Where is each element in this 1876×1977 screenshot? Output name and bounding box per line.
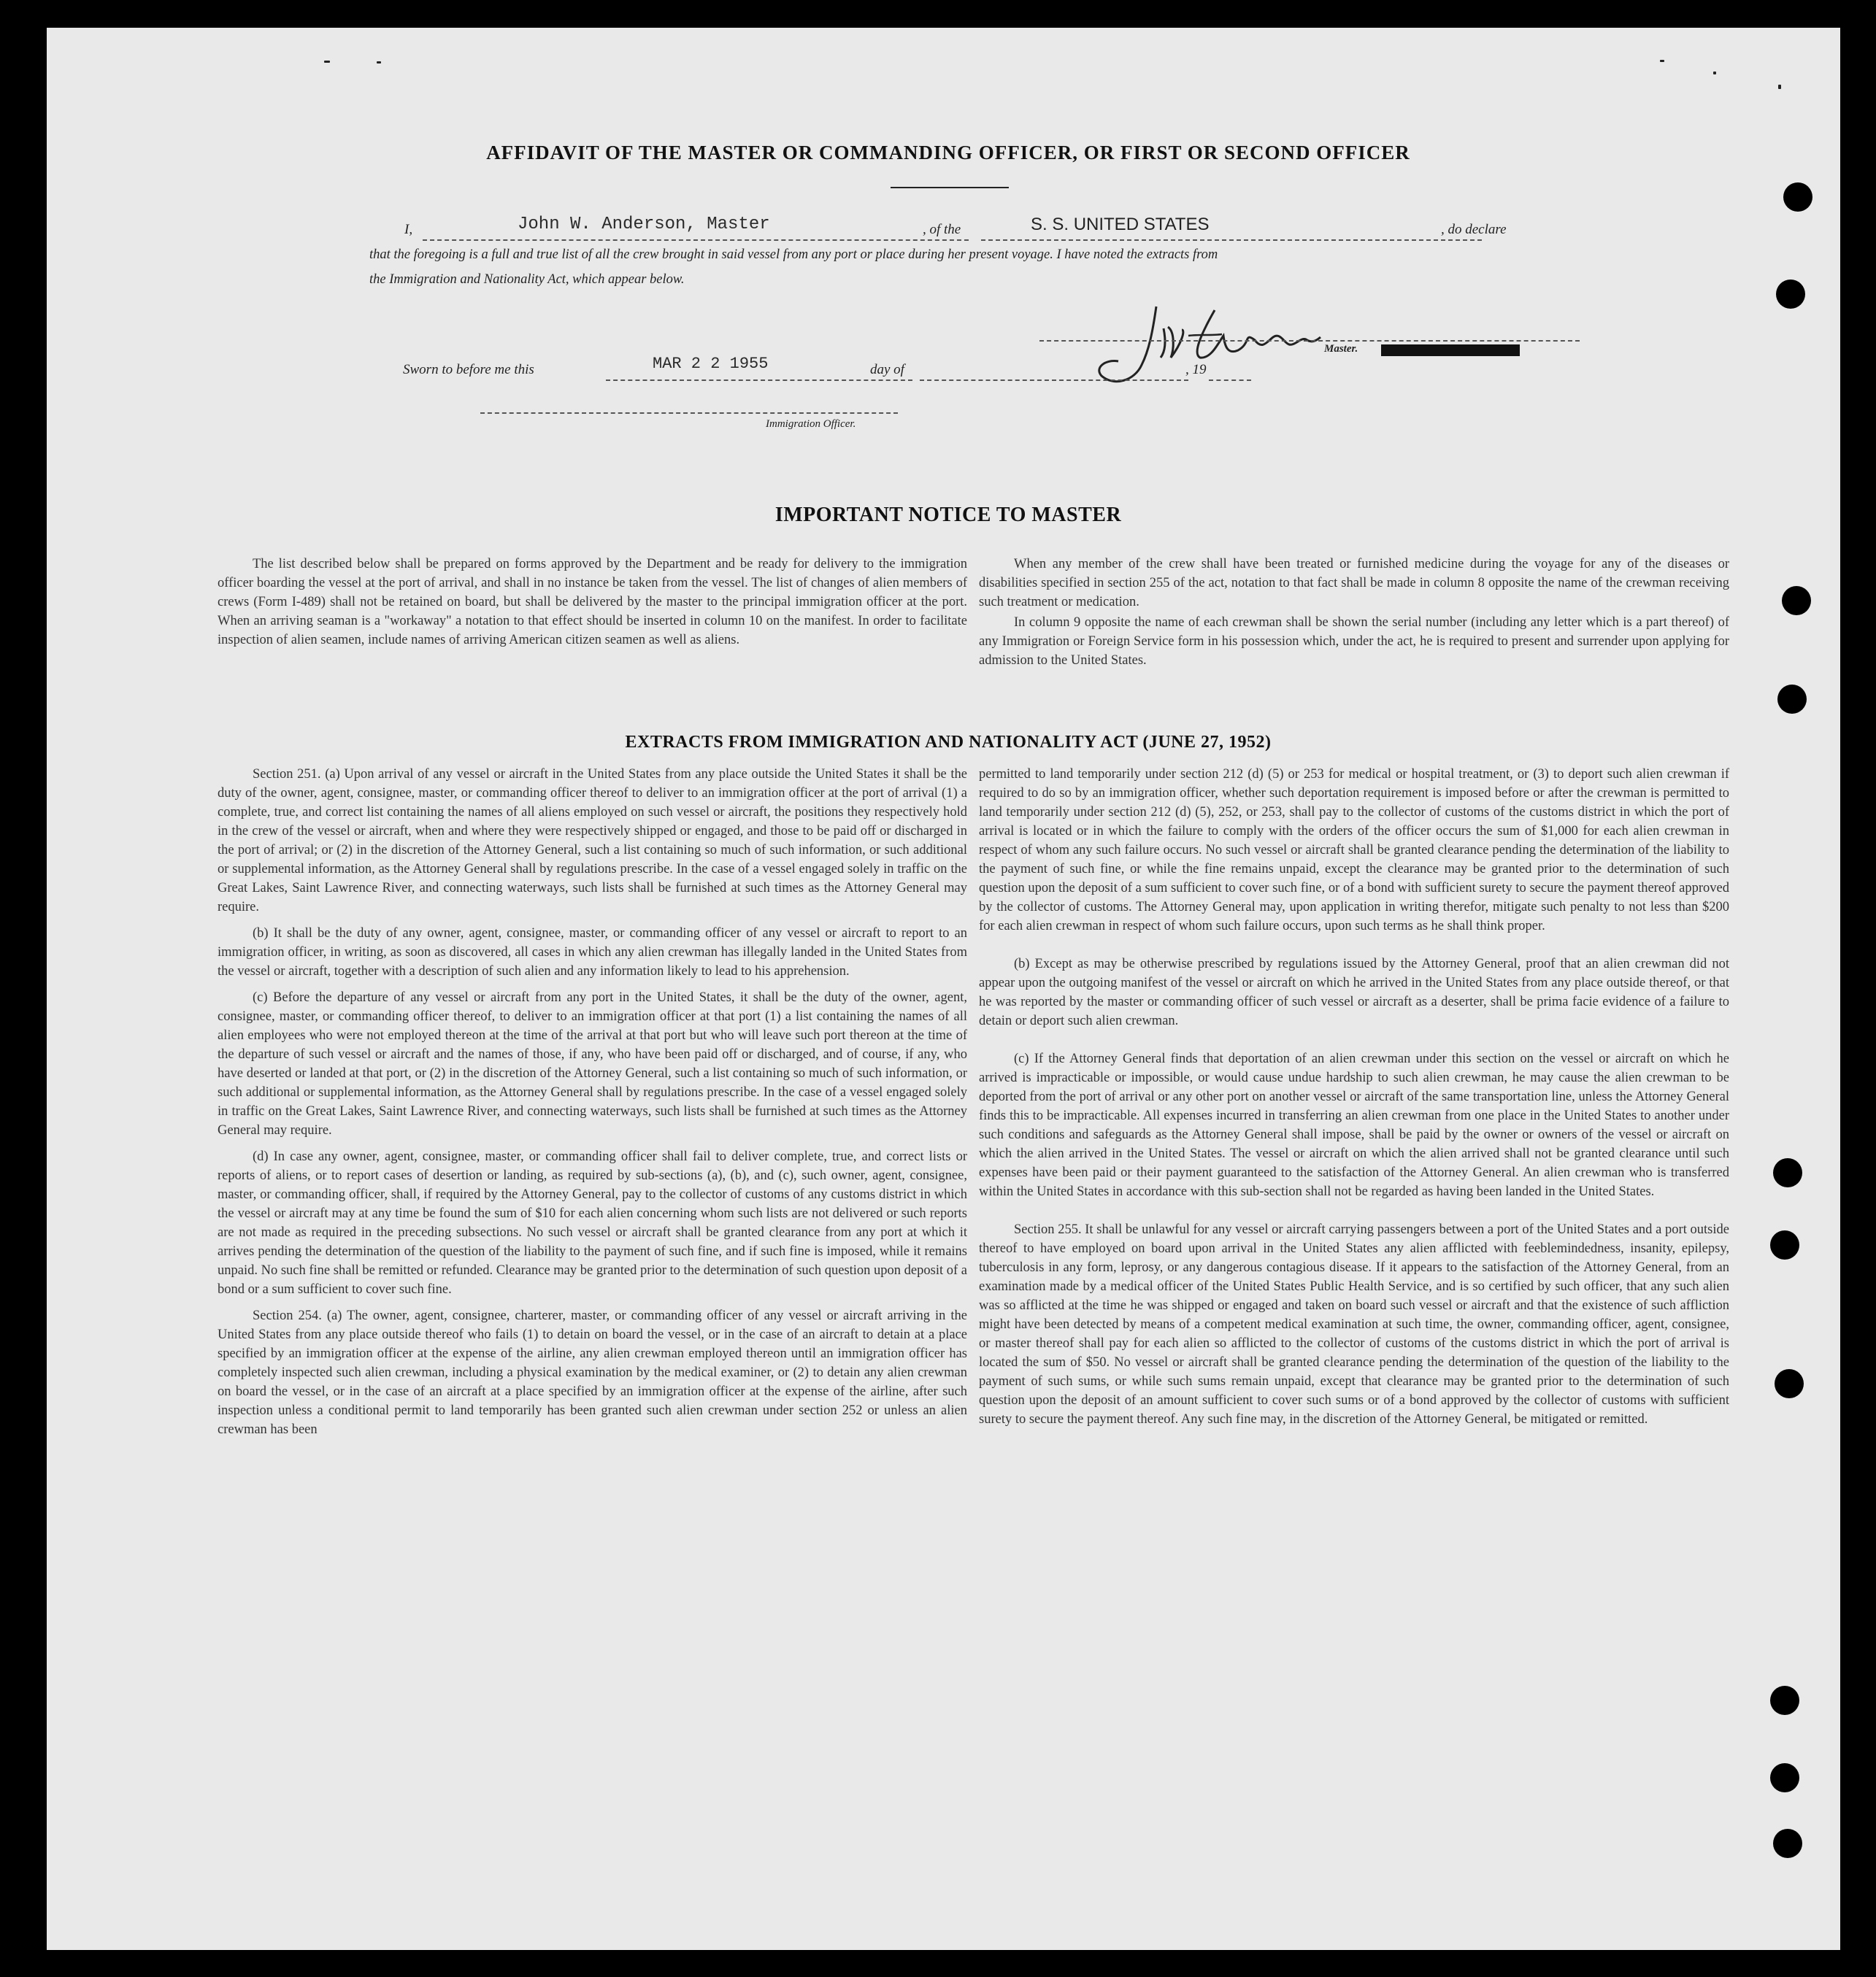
scan-speck [1713, 72, 1716, 74]
section-254c: (c) If the Attorney General finds that deportation of an alien crewman under this section on the vessel or aircraft on which he arrived is impracticable or impossible, or would cause undue hardship to such alien crewman, he may cause the alien crewman to be deported from the port of arrival or any other port on another vessel or aircraft of the same transportation line, unless the Attorney General finds this to be impracticable. All expenses incurred in transferring an alien crewman from one place in the United States to another under such conditions and safeguards as the Attorney General shall impose, shall be paid by the owner or owners of the vessel or aircraft on which the alien arrived in the United States. The vessel or aircraft on which the alien arrived shall not be granted clearance until such expenses have been paid or their payment guaranteed to the satisfaction of the Attorney General. An alien crewman who is transferred within the United States in accordance with this sub-section shall not be regarded as having been landed in the United States. [979, 1052, 1729, 1199]
scan-speck [377, 61, 381, 63]
officer-label: Immigration Officer. [766, 418, 856, 430]
date-stamp: MAR 2 2 1955 [653, 355, 769, 373]
master-label: Master. [1324, 343, 1358, 355]
do-declare-label: , do declare [1441, 222, 1507, 237]
affidavit-statement-2: the Immigration and Nationality Act, which appear below. [369, 272, 685, 287]
name-line [423, 239, 969, 241]
binder-hole [1782, 586, 1811, 615]
extracts-title: EXTRACTS FROM IMMIGRATION AND NATIONALITY ACT (JUNE 27, 1952) [625, 733, 1272, 752]
section-251c: (c) Before the departure of any vessel or aircraft from any port in the United States, it shall be the duty of the owner, agent, consignee, master, or commanding officer thereof, to deliver to an immigration officer at that port (1) a list containing the names of all alien employees who were not employed thereon at the time of the arrival at that port but who will leave such port thereon at the time of the departure of such vessel or aircraft and the names of those, if any, who have been paid off or discharged, and of course, if any, who have deserted or landed at that port, or (2) in the discretion of the Attorney General, such a list containing so much of such information, or such additional or supplemental information, as the Attorney General shall by regulations prescribe. In the case of a vessel engaged solely in traffic on the Great Lakes, Saint Lawrence River, and connecting waterways, such lists shall be furnished at such times as the Attorney General may require. [218, 990, 967, 1138]
binder-hole [1773, 1158, 1802, 1187]
notice-right-paragraph-2: In column 9 opposite the name of each crewman shall be shown the serial number (including any letter which is a part thereof) of any Immigration or Foreign Service form in his possession which, under the act, he is required to present and surrender upon applying for admission to the United States. [979, 615, 1729, 668]
notice-left-paragraph: The list described below shall be prepared on forms approved by the Department and be ready for delivery to the immigration officer boarding the vessel at the port of arrival, and shall in no instance be taken from the vessel. The list of changes of alien members of crews (Form I-489) shall not be retained on board, but shall be delivered by the master to the principal immigration officer at the port. When an arriving seaman is a "workaway" a notation to that effect should be inserted in column 10 on the manifest. In order to facilitate inspection of alien seamen, include names of arriving American citizen seamen as well as aliens. [218, 557, 967, 647]
officer-line [480, 412, 898, 414]
of-the-label: , of the [923, 222, 961, 237]
extracts-left-column [218, 765, 967, 1446]
binder-hole [1776, 280, 1805, 309]
binder-hole [1770, 1230, 1799, 1260]
notice-title: IMPORTANT NOTICE TO MASTER [774, 504, 1122, 526]
notice-right-paragraph-1: When any member of the crew shall have been treated or furnished medicine during the voyage for any of the diseases or disabilities specified in section 255 of the act, notation to that fact shall be made in column 8 opposite the name of the crewman receiving such treatment or medication. [979, 557, 1729, 609]
scan-speck [324, 61, 330, 63]
scan-speck [1660, 60, 1664, 62]
binder-hole [1773, 1829, 1802, 1858]
affidavit-title: AFFIDAVIT OF THE MASTER OR COMMANDING OFFICER, OR FIRST OR SECOND OFFICER [486, 142, 1410, 163]
section-251a: Section 251. (a) Upon arrival of any vessel or aircraft in the United States from any place outside the United States it shall be the duty of the owner, agent, consignee, master, or commanding officer thereof to deliver to an immigration officer at the port of arrival (1) a complete, true, and correct list containing the names of all aliens employed on such vessel or aircraft, the positions they respectively hold in the crew of the vessel or aircraft, when and where they were respectively shipped or engaged, and those to be paid off or discharged in the port of arrival; or (2) in the discretion of the Attorney General, such a list containing so much of such information, or such additional or supplemental information, as the Attorney General shall by regulations prescribe. In the case of a vessel engaged solely in traffic on the Great Lakes, Saint Lawrence River, and connecting waterways, such lists shall be furnished at such times as the Attorney General may require. [218, 767, 967, 914]
notice-left-column [218, 555, 967, 657]
section-251b: (b) It shall be the duty of any owner, agent, consignee, master, or commanding officer of any vessel or aircraft to report to an immigration officer, in writing, as soon as discovered, all cases in which any alien crewman has illegally landed in the United States from the vessel or aircraft, together with a description of such alien and any information likely to lead to his apprehension. [218, 926, 967, 979]
vessel-name: S. S. UNITED STATES [1031, 215, 1210, 234]
master-name: John W. Anderson, Master [518, 215, 770, 234]
redaction-bar [1381, 344, 1520, 356]
scan-speck [1778, 85, 1781, 89]
title-rule [891, 187, 1009, 188]
day-of-label: day of [870, 362, 904, 377]
binder-hole [1775, 1369, 1804, 1398]
affidavit-i-label: I, [404, 222, 413, 237]
master-signature [1032, 292, 1339, 401]
affidavit-statement: that the foregoing is a full and true list of all the crew brought in said vessel from any port or place during her present voyage. I have noted the extracts from [369, 247, 1218, 262]
binder-hole [1777, 685, 1807, 714]
year-line [1209, 379, 1251, 381]
section-254b: (b) Except as may be otherwise prescribed by regulations issued by the Attorney General, proof that an alien crewman did not appear upon the outgoing manifest of the vessel or aircraft on which he arrived in the United States from any place outside thereof, or that he was reported by the master or commanding officer of such vessel or aircraft as a deserter, shall be prima facie evidence of a failure to detain or deport such alien crewman. [979, 957, 1729, 1028]
sworn-label: Sworn to before me this [403, 362, 534, 377]
extracts-right-column [979, 765, 1729, 1436]
section-254a: Section 254. (a) The owner, agent, consignee, charterer, master, or commanding officer of any vessel or aircraft arriving in the United States from any place outside thereof who fails (1) to detain on board the vessel, or in the case of an aircraft to detain at a place specified by an immigration officer at the expense of the airline, any alien crewman employed thereon until an immigration officer has completely inspected such alien crewman, including a physical examination by the medical examiner, or (2) to detain any alien crewman on board the vessel, or in the case of an aircraft at a place specified by an immigration officer at the expense of the airline, after such inspection unless a conditional permit to land temporarily has been granted such alien crewman under section 252 or unless an alien crewman has been [218, 1309, 967, 1437]
document-page [47, 28, 1840, 1950]
vessel-line [981, 239, 1482, 241]
month-line [920, 379, 1188, 381]
notice-right-column [979, 555, 1729, 677]
year-label: , 19 [1185, 362, 1207, 377]
section-255: Section 255. It shall be unlawful for any vessel or aircraft carrying passengers between a port of the United States and a port outside thereof to have employed on board upon arrival in the United States any alien afflicted with feeblemindedness, insanity, epilepsy, tuberculosis in any form, leprosy, or any dangerous contagious disease. If it appears to the satisfaction of the Attorney General, from an examination made by a medical officer of the United States Public Health Service, and is so certified by such officer, that any such alien was so afflicted at the time he was shipped or engaged and taken on board such vessel or aircraft and that the existence of such affliction might have been detected by means of a competent medical examination at such time, the owner, commanding officer, agent, consignee, or master thereof shall pay for each alien so afflicted to the collector of customs of the customs district in which the port of arrival is located the sum of $50. No vessel or aircraft shall be granted clearance pending the determination of the question of the liability to the payment of such sums, or while such sums remain unpaid, except that clearance may be granted prior to the determination of such question upon the deposit of an amount sufficient to cover such sums or of a bond approved by the collector of customs with sufficient surety to secure the payment thereof. Any such fine may, in the discretion of the Attorney General, be mitigated or remitted. [979, 1222, 1729, 1427]
section-254a-continued: permitted to land temporarily under section 212 (d) (5) or 253 for medical or hospital treatment, or (3) to deport such alien crewman if required to do so by an immigration officer, whether such deportation requirement is imposed before or after the crewman is permitted to land temporarily under section 212 (d) (5), 252, or 253, shall pay to the collector of customs of the customs district in which the port of arrival is located or in which the failure to comply with the orders of the officer occurs the sum of $1,000 for each alien crewman in respect of whom any such failure occurs. No such vessel or aircraft shall be granted clearance pending the determination of the liability to the payment of such fine, or while the fine remains unpaid, except the clearance may be granted prior to the determination of such question upon the deposit of a sum sufficient to cover such fine, or of a bond with sufficient surety to secure the payment thereof approved by the collector of customs. The Attorney General may, upon application in writing therefor, mitigate such penalty to not less than $200 for each alien crewman in respect of whom such failure occurs, upon such terms as he shall think proper. [979, 767, 1729, 933]
signature-line [1039, 340, 1580, 342]
sworn-date-line [606, 379, 912, 381]
binder-hole [1770, 1763, 1799, 1792]
binder-hole [1770, 1686, 1799, 1715]
binder-hole [1783, 182, 1812, 212]
section-251d: (d) In case any owner, agent, consignee, master, or commanding officer shall fail to deliver complete, true, and correct lists or reports of aliens, or to report cases of desertion or landing, as required by sub-sections (a), (b), and (c), such owner, agent, consignee, master, or commanding officer, shall, if required by the Attorney General, pay to the collector of customs of any customs district in which the vessel or aircraft may at any time be found the sum of $10 for each alien concerning whom such lists are not delivered or such reports are not made as required in the preceding subsections. No such vessel or aircraft shall be granted clearance from any port at which it arrives pending the determination of the question of the liability to the payment of such fine, and if such fine is imposed, while it remains unpaid. No such fine shall be remitted or refunded. Clearance may be granted prior to the determination of such question upon deposit of a bond or a sum sufficient to cover such fine. [218, 1149, 967, 1297]
